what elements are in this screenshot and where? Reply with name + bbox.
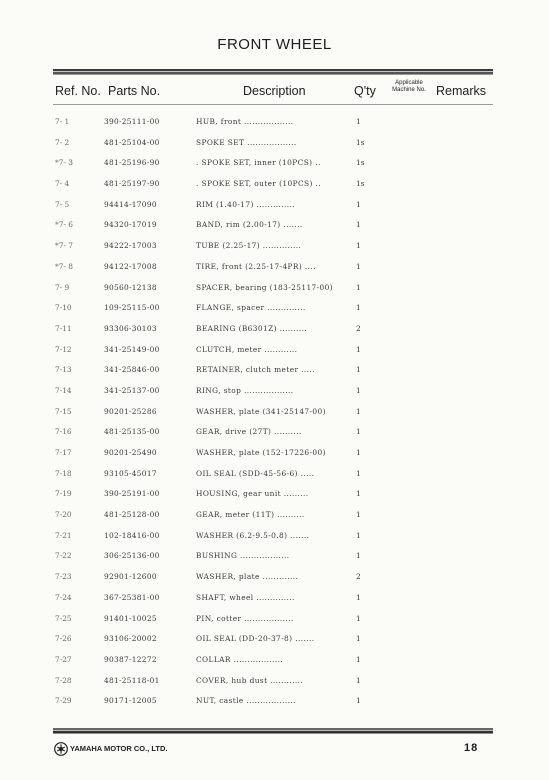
header-rule <box>53 104 493 105</box>
qty-cell: 1 <box>356 448 361 457</box>
ref-no-cell: 7- 5 <box>55 199 70 209</box>
parts-row <box>0 216 549 237</box>
ref-no-cell: 7-17 <box>55 448 72 457</box>
parts-row <box>0 527 549 548</box>
parts-row <box>0 692 549 713</box>
ref-no-cell: 7-28 <box>55 675 72 685</box>
ref-no-cell: 7-25 <box>55 613 72 623</box>
parts-no-cell: 481-25104-00 <box>104 137 160 147</box>
parts-list <box>0 113 549 713</box>
header-applicable-machine-no: Applicable Machine No. <box>392 80 426 93</box>
parts-no-cell: 91401-10025 <box>104 613 157 623</box>
description-cell: NUT, castle .................. <box>196 696 296 706</box>
ref-no-cell: 7-21 <box>55 530 72 540</box>
ref-no-cell: 7-15 <box>55 406 72 416</box>
description-cell: RIM (1.40-17) .............. <box>196 199 295 209</box>
ref-no-cell: 7-13 <box>55 365 72 375</box>
description-cell: GEAR, drive (27T) .......... <box>196 427 302 437</box>
parts-no-cell: 93105-45017 <box>104 468 157 478</box>
ref-no-cell: *7- 8 <box>55 261 73 271</box>
ref-no-cell: 7-20 <box>55 510 72 520</box>
parts-no-cell: 90387-12272 <box>104 654 157 664</box>
parts-row <box>0 237 549 258</box>
ref-no-cell: 7-18 <box>55 468 72 478</box>
description-cell: BAND, rim (2.00-17) ....... <box>196 220 303 230</box>
qty-cell: 1s <box>356 158 365 168</box>
description-cell: WASHER (6.2-9.5-0.8) ....... <box>196 530 310 540</box>
parts-row <box>0 672 549 693</box>
qty-cell: 2 <box>356 323 361 333</box>
parts-row <box>0 485 549 506</box>
ref-no-cell: 7-10 <box>55 303 72 313</box>
parts-row <box>0 651 549 672</box>
description-cell: RING, stop .................. <box>196 385 294 395</box>
qty-cell: 1 <box>356 344 361 354</box>
qty-cell: 1 <box>356 199 361 209</box>
parts-row <box>0 279 549 300</box>
qty-cell: 1s <box>356 137 365 147</box>
qty-cell: 1 <box>356 303 361 313</box>
qty-cell: 1 <box>356 510 361 520</box>
parts-no-cell: 341-25149-00 <box>104 344 160 354</box>
qty-cell: 1 <box>356 365 361 375</box>
bottom-rule <box>53 728 493 734</box>
parts-row <box>0 196 549 217</box>
parts-no-cell: 90201-25286 <box>104 406 157 416</box>
description-cell: COLLAR .................. <box>196 654 284 664</box>
description-cell: WASHER, plate (152-17226-00) <box>196 448 326 457</box>
description-cell: GEAR, meter (11T) .......... <box>196 510 305 520</box>
parts-row <box>0 506 549 527</box>
ref-no-cell: 7- 4 <box>55 179 70 189</box>
company-name: YAMAHA MOTOR CO., LTD. <box>70 744 168 753</box>
page-number: 18 <box>464 742 479 754</box>
parts-row <box>0 568 549 589</box>
parts-row <box>0 382 549 403</box>
qty-cell: 1 <box>356 530 361 540</box>
qty-cell: 1 <box>356 654 361 664</box>
description-cell: TUBE (2.25-17) .............. <box>196 241 302 251</box>
parts-row <box>0 547 549 568</box>
ref-no-cell: *7- 3 <box>55 158 73 168</box>
ref-no-cell: *7- 7 <box>55 241 73 251</box>
parts-no-cell: 481-25128-00 <box>104 510 160 520</box>
parts-no-cell: 481-25135-00 <box>104 427 160 437</box>
page-title: FRONT WHEEL <box>217 36 332 53</box>
parts-row <box>0 299 549 320</box>
yamaha-logo-icon <box>54 742 68 756</box>
ref-no-cell: 7-27 <box>55 654 72 664</box>
description-cell: BUSHING .................. <box>196 551 290 561</box>
description-cell: BEARING (B6301Z) .......... <box>196 323 308 333</box>
ref-no-cell: 7-24 <box>55 592 72 602</box>
description-cell: . SPOKE SET, inner (10PCS) .. <box>196 158 321 168</box>
description-cell: WASHER, plate (341-25147-00) <box>196 406 326 416</box>
header-remarks: Remarks <box>436 84 487 98</box>
qty-cell: 1 <box>356 551 361 561</box>
parts-no-cell: 481-25197-90 <box>104 179 160 189</box>
description-cell: OIL SEAL (DD-20-37-8) ....... <box>196 634 315 644</box>
description-cell: HOUSING, gear unit ......... <box>196 489 309 499</box>
description-cell: RETAINER, clutch meter ..... <box>196 365 315 375</box>
parts-no-cell: 102-18416-00 <box>104 530 160 540</box>
parts-row <box>0 610 549 631</box>
parts-no-cell: 341-25137-00 <box>104 385 160 395</box>
description-cell: SPACER, bearing (183-25117-00) <box>196 282 334 292</box>
description-cell: SHAFT, wheel .............. <box>196 592 295 602</box>
qty-cell: 1 <box>356 675 361 685</box>
parts-row <box>0 134 549 155</box>
description-cell: SPOKE SET .................. <box>196 137 297 147</box>
qty-cell: 1 <box>356 261 361 271</box>
parts-row <box>0 589 549 610</box>
qty-cell: 1 <box>356 282 361 292</box>
ref-no-cell: 7-14 <box>55 385 72 395</box>
parts-no-cell: 93306-30103 <box>104 323 157 333</box>
header-ref-no: Ref. No. <box>55 84 101 98</box>
parts-row <box>0 258 549 279</box>
parts-no-cell: 109-25115-00 <box>104 303 160 313</box>
description-cell: WASHER, plate ............. <box>196 572 299 582</box>
parts-no-cell: 90560-12138 <box>104 282 157 292</box>
qty-cell: 1 <box>356 406 361 416</box>
header-qty: Q'ty <box>354 84 376 98</box>
qty-cell: 1 <box>356 634 361 644</box>
ref-no-cell: 7-23 <box>55 572 72 582</box>
parts-row <box>0 113 549 134</box>
parts-no-cell: 390-25111-00 <box>104 117 160 126</box>
parts-row <box>0 361 549 382</box>
qty-cell: 1 <box>356 427 361 437</box>
description-cell: CLUTCH, meter ............ <box>196 344 298 354</box>
ref-no-cell: 7-22 <box>55 551 72 561</box>
qty-cell: 1 <box>356 613 361 623</box>
parts-no-cell: 94222-17003 <box>104 241 157 251</box>
qty-cell: 2 <box>356 572 361 582</box>
parts-no-cell: 94320-17019 <box>104 220 157 230</box>
parts-no-cell: 367-25381-00 <box>104 592 160 602</box>
description-cell: OIL SEAL (SDD-45-56-6) ..... <box>196 468 315 478</box>
ref-no-cell: *7- 6 <box>55 220 73 230</box>
description-cell: COVER, hub dust ............ <box>196 675 304 685</box>
ref-no-cell: 7-11 <box>55 323 72 333</box>
parts-row <box>0 465 549 486</box>
description-cell: PIN, cotter .................. <box>196 613 294 623</box>
qty-cell: 1 <box>356 241 361 251</box>
qty-cell: 1s <box>356 179 365 189</box>
parts-row <box>0 403 549 424</box>
parts-row <box>0 341 549 362</box>
qty-cell: 1 <box>356 385 361 395</box>
qty-cell: 1 <box>356 220 361 230</box>
description-cell: TIRE, front (2.25-17-4PR) .... <box>196 261 316 271</box>
parts-no-cell: 94122-17008 <box>104 261 157 271</box>
ref-no-cell: 7-12 <box>55 344 72 354</box>
parts-no-cell: 90201-25490 <box>104 448 157 457</box>
qty-cell: 1 <box>356 592 361 602</box>
parts-no-cell: 90171-12005 <box>104 696 157 706</box>
parts-no-cell: 341-25846-00 <box>104 365 160 375</box>
ref-no-cell: 7-29 <box>55 696 72 706</box>
parts-no-cell: 481-25196-90 <box>104 158 160 168</box>
description-cell: . SPOKE SET, outer (10PCS) .. <box>196 179 322 189</box>
qty-cell: 1 <box>356 117 361 126</box>
parts-no-cell: 94414-17090 <box>104 199 157 209</box>
description-cell: HUB, front .................. <box>196 117 294 126</box>
parts-no-cell: 306-25136-00 <box>104 551 160 561</box>
top-rule <box>53 69 493 75</box>
qty-cell: 1 <box>356 489 361 499</box>
ref-no-cell: 7- 1 <box>55 117 70 126</box>
parts-no-cell: 93106-20002 <box>104 634 157 644</box>
parts-row <box>0 320 549 341</box>
ref-no-cell: 7- 2 <box>55 137 70 147</box>
qty-cell: 1 <box>356 468 361 478</box>
parts-row <box>0 175 549 196</box>
ref-no-cell: 7-26 <box>55 634 72 644</box>
ref-no-cell: 7-19 <box>55 489 72 499</box>
ref-no-cell: 7-16 <box>55 427 72 437</box>
ref-no-cell: 7- 9 <box>55 282 70 292</box>
parts-row <box>0 444 549 465</box>
parts-no-cell: 481-25118-01 <box>104 675 160 685</box>
header-parts-no: Parts No. <box>108 84 161 98</box>
parts-no-cell: 390-25191-00 <box>104 489 160 499</box>
parts-row <box>0 630 549 651</box>
header-description: Description <box>243 84 306 98</box>
qty-cell: 1 <box>356 696 361 706</box>
parts-row <box>0 154 549 175</box>
parts-no-cell: 92901-12600 <box>104 572 157 582</box>
description-cell: FLANGE, spacer .............. <box>196 303 306 313</box>
parts-row <box>0 423 549 444</box>
